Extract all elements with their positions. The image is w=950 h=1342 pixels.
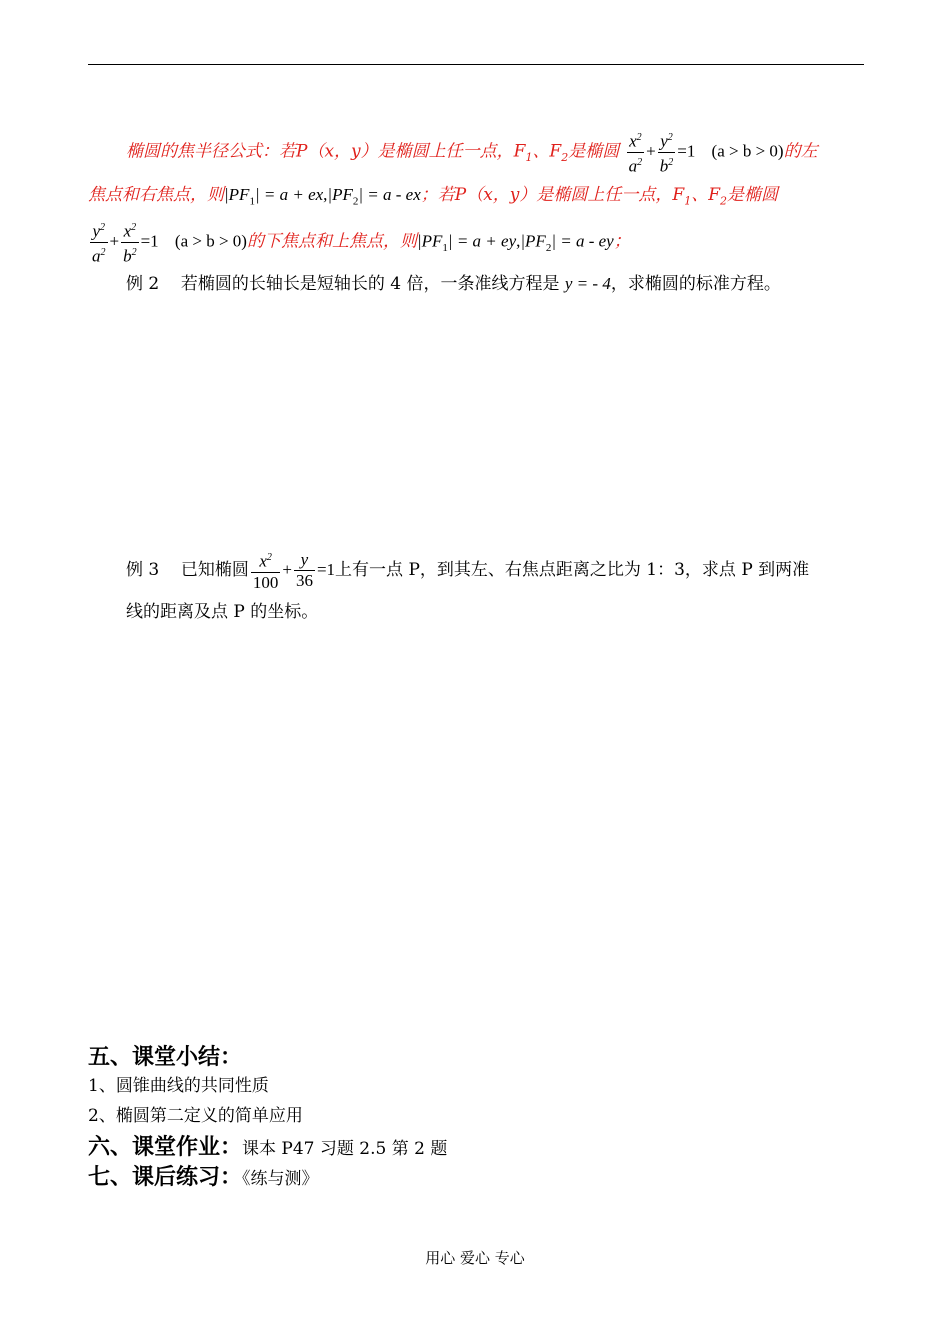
comma: , xyxy=(516,231,521,251)
focal-radius-line-1 xyxy=(126,128,818,176)
abs-pf1: |PF xyxy=(416,231,443,251)
focal-radius-line-2 xyxy=(88,183,778,213)
subscript: 2 xyxy=(720,194,728,208)
example-text: 上有一点 P，到其左、右焦点距离之比为 1：3，求点 P 到两准 xyxy=(335,559,810,580)
section-practice xyxy=(88,1164,319,1193)
exponent: 2 xyxy=(668,156,674,168)
example-text: ，求椭圆的标准方程。 xyxy=(610,274,781,294)
fraction-x2-100 xyxy=(251,548,281,593)
fraction-x2-a2 xyxy=(627,128,645,176)
subscript: 1 xyxy=(442,242,448,255)
condition: (a > b > 0) xyxy=(711,141,784,161)
exponent: 2 xyxy=(131,246,137,258)
formula-text: 焦点和右焦点，则 xyxy=(88,185,224,205)
focal-radius-line-3 xyxy=(88,218,631,266)
formula-text: 、F xyxy=(691,185,721,205)
formula-text: ； xyxy=(613,231,631,252)
formula-text: 是椭圆 xyxy=(727,185,779,205)
page-footer xyxy=(0,1247,950,1268)
fraction-y2-b2 xyxy=(658,128,676,176)
subscript: 2 xyxy=(352,195,359,208)
equals-one: =1 xyxy=(316,559,336,579)
plus-sign: + xyxy=(282,559,292,579)
formula-text: 椭圆的焦半径公式：若P（x，y）是椭圆上任一点，F xyxy=(126,141,526,162)
summary-item-text: 2、椭圆第二定义的简单应用 xyxy=(88,1106,303,1126)
homework-text: 课本 P47 习题 2.5 第 2 题 xyxy=(242,1139,448,1159)
footer-text: 用心 爱心 专心 xyxy=(425,1249,525,1267)
abs-pf1: |PF xyxy=(224,185,250,204)
exponent: 2 xyxy=(667,132,673,143)
numerator: y xyxy=(294,550,315,571)
subscript: 1 xyxy=(684,194,692,208)
exponent: 2 xyxy=(100,222,106,233)
section-title: 六、课堂作业： xyxy=(88,1135,243,1160)
fraction-x2-b2 xyxy=(121,218,139,266)
denominator: b xyxy=(659,156,669,176)
plus-sign: + xyxy=(646,141,656,161)
exponent: 2 xyxy=(100,246,106,258)
subscript: 1 xyxy=(525,151,533,165)
formula-text: 是椭圆 xyxy=(568,141,620,162)
numerator: y xyxy=(660,131,668,151)
section-summary-title xyxy=(88,1044,242,1072)
subscript: 2 xyxy=(561,151,569,165)
section-title: 七、课后练习： xyxy=(88,1165,243,1190)
denominator: a xyxy=(628,156,638,176)
exponent: 2 xyxy=(636,132,642,143)
abs-pf1-value: | = a + ey xyxy=(447,231,517,251)
directrix-equation: y = - 4 xyxy=(564,274,611,293)
numerator: x xyxy=(259,551,267,571)
summary-item-2 xyxy=(88,1104,303,1128)
fraction-y2-a2 xyxy=(90,218,108,266)
subscript: 1 xyxy=(249,195,255,208)
subscript: 2 xyxy=(545,242,552,255)
exponent: 2 xyxy=(266,552,272,563)
plus-sign: + xyxy=(109,231,120,251)
abs-pf2-value: | = a - ex xyxy=(358,185,421,204)
denominator: 36 xyxy=(295,570,313,590)
example-text: 线的距离及点 P 的坐标。 xyxy=(126,602,319,622)
formula-text: ；若P（x，y）是椭圆上任一点，F xyxy=(420,185,685,205)
condition: (a > b > 0) xyxy=(174,231,247,251)
example-label: 例 2 xyxy=(126,274,160,294)
example-text: 若椭圆的长轴长是短轴长的 4 倍，一条准线方程是 xyxy=(180,274,560,294)
example-3-line-2 xyxy=(126,600,318,624)
equals-one: =1 xyxy=(140,231,159,251)
denominator: b xyxy=(123,246,132,266)
section-title: 五、课堂小结： xyxy=(88,1045,243,1070)
example-3 xyxy=(126,548,809,593)
abs-pf1-value: | = a + ex xyxy=(254,185,324,204)
denominator: 100 xyxy=(252,572,279,592)
formula-text: 的下焦点和上焦点，则 xyxy=(246,231,417,252)
example-text: 已知椭圆 xyxy=(180,559,249,580)
exponent: 2 xyxy=(131,222,137,233)
fraction-y-36 xyxy=(294,550,315,591)
abs-pf2: |PF xyxy=(520,231,546,251)
numerator: x xyxy=(629,131,637,151)
example-label: 例 3 xyxy=(126,559,160,580)
practice-text: 《练与测》 xyxy=(242,1169,319,1189)
header-rule xyxy=(88,64,864,65)
abs-pf2-value: | = a - ey xyxy=(551,231,614,251)
example-2 xyxy=(126,272,781,296)
exponent: 2 xyxy=(637,156,643,168)
equals-one: =1 xyxy=(677,141,696,161)
numerator: x xyxy=(123,221,132,241)
numerator: y xyxy=(92,221,101,241)
summary-item-text: 1、圆锥曲线的共同性质 xyxy=(88,1076,269,1096)
section-homework xyxy=(88,1134,447,1163)
denominator: a xyxy=(92,246,101,266)
comma: , xyxy=(323,185,328,204)
abs-pf2: |PF xyxy=(327,185,353,204)
formula-text: 的左 xyxy=(783,141,818,162)
formula-text: 、F xyxy=(532,141,562,162)
summary-item-1 xyxy=(88,1074,269,1098)
